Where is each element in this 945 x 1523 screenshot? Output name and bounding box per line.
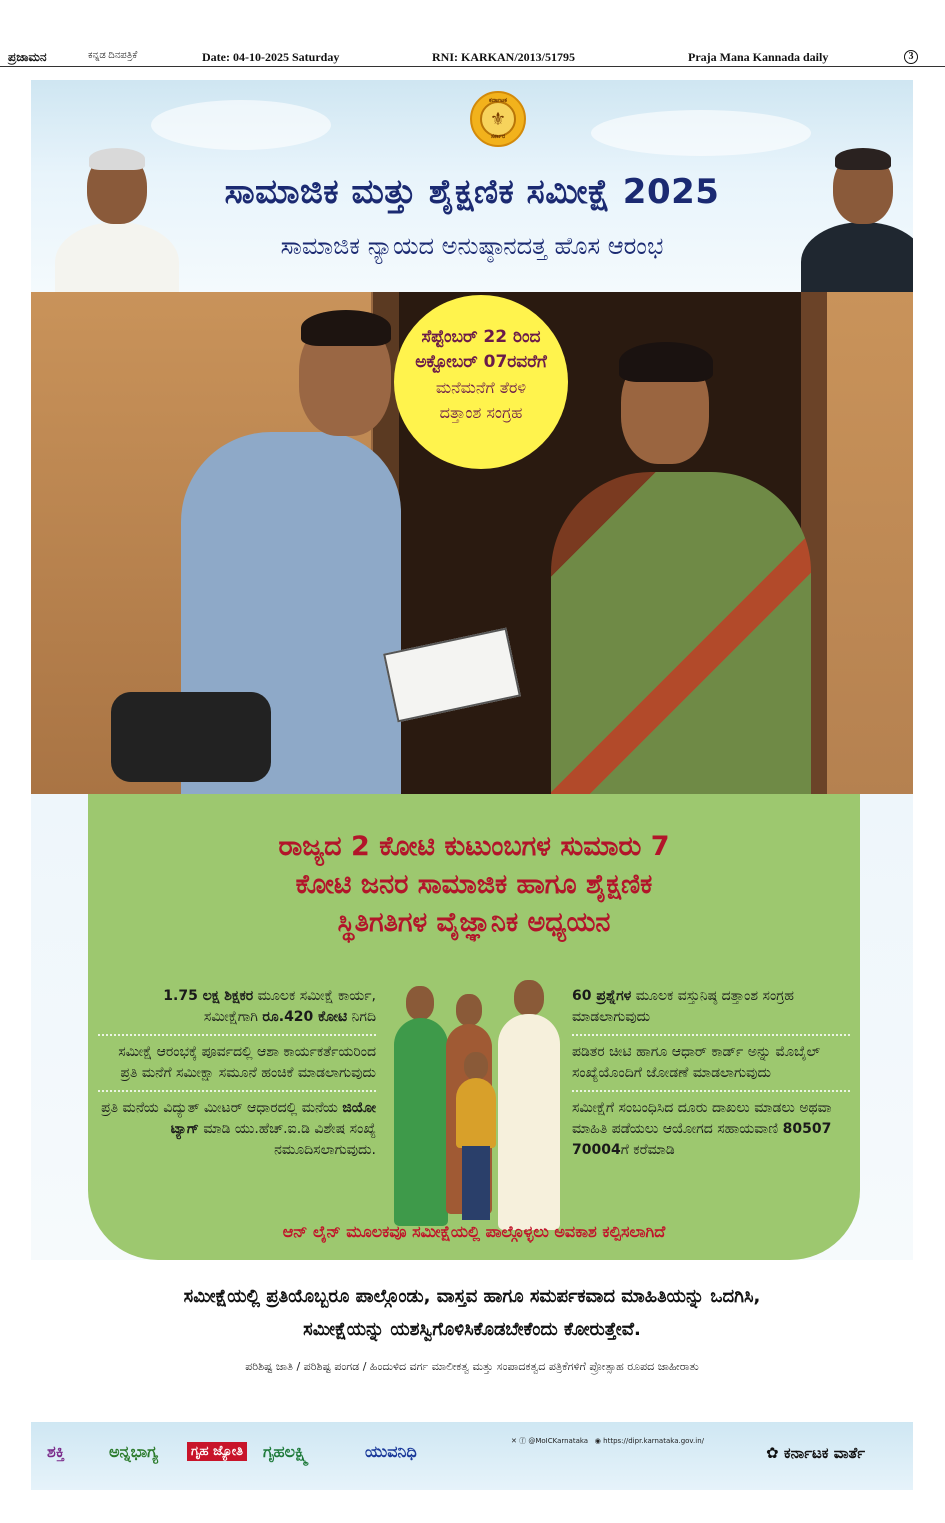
page-number: 3 — [904, 50, 918, 64]
masthead — [0, 0, 945, 64]
portrait-left — [55, 144, 179, 284]
paper-tagline: ಕನ್ನಡ ದಿನಪತ್ರಿಕೆ — [88, 50, 138, 61]
scheme-logo-gruhalakshmi: ಗೃಹಲಕ್ಷ್ಮಿ — [263, 1442, 309, 1461]
x-icon: ✕ ⓕ — [511, 1437, 527, 1445]
advertisement — [31, 80, 913, 1518]
issue-date: Date: 04-10-2025 Saturday — [202, 50, 340, 64]
fact-item: ಪಡಿತರ ಚೀಟಿ ಹಾಗೂ ಆಧಾರ್ ಕಾರ್ಡ್ ಅನ್ನು ಮೊಬೈಲ್ ಸಂಖ್ಯೆಯೊಂದಿಗೆ ಜೋಡಣೆ ಮಾಡಲಾಗುವುದು — [572, 1036, 850, 1092]
appeal-text: ಸಮೀಕ್ಷೆಯಲ್ಲಿ ಪ್ರತಿಯೊಬ್ಬರೂ ಪಾಲ್ಗೊಂಡು, ವಾಸ್ತವ ಹಾಗೂ ಸಮರ್ಪಕವಾದ ಮಾಹಿತಿಯನ್ನು ಒದಗಿಸಿ, ಸಮೀಕ್ಷೆಯನ್ನು ಯಶಸ್ವಿಗೊಳಿಸಿಕೊಡಬೇಕೆಂದು ಕೋರುತ್ತೇವೆ. — [183, 1286, 761, 1340]
social-links — [511, 1436, 704, 1447]
paper-english-name: Praja Mana Kannada daily — [688, 50, 829, 64]
woman-figure — [551, 472, 811, 794]
fact-item: ಸಮೀಕ್ಷೆ ಆರಂಭಕ್ಕೆ ಪೂರ್ವದಲ್ಲಿ ಆಶಾ ಕಾರ್ಯಕರ್ತೆಯರಿಂದ ಪ್ರತಿ ಮನೆಗೆ ಸಮೀಕ್ಷಾ ಸಮೂನೆ ಹಂಚಿಕೆ ಮಾಡಲಾಗುವುದು — [98, 1036, 376, 1092]
online-participation-note: ಆನ್ ಲೈನ್ ಮೂಲಕವೂ ಸಮೀಕ್ಷೆಯಲ್ಲಿ ಪಾಲ್ಗೊಳ್ಳಲು ಅವಕಾಶ ಕಲ್ಪಿಸಲಾಗಿದೆ — [282, 1222, 666, 1241]
scheme-logo-shakti: ಶಕ್ತಿ — [47, 1442, 65, 1461]
bag-illustration — [111, 692, 271, 782]
date-badge: ಸೆಪ್ಟೆಂಬರ್ 22 ರಿಂದ ಅಕ್ಟೋಬರ್ 07ರವರೆಗೆ ಮನೆಮನೆಗೆ ತೆರಳಿ ದತ್ತಾಂಶ ಸಂಗ್ರಹ — [394, 295, 568, 469]
header-band — [31, 80, 913, 292]
cloud-decoration — [591, 110, 811, 156]
karnataka-varthe-logo: ✿ ಕರ್ನಾಟಕ ವಾರ್ತೆ — [766, 1444, 865, 1462]
family-illustration — [386, 970, 566, 1236]
social-handle[interactable]: @MoICKarnataka — [528, 1437, 589, 1445]
scheme-logo-yuvanidhi: ಯುವನಿಧಿ — [365, 1442, 417, 1461]
portrait-right — [801, 144, 913, 284]
karnataka-emblem-icon: ಕರ್ನಾಟಕ ⚜ ಸರ್ಕಾರ — [470, 91, 526, 147]
ad-title: ಸಾಮಾಜಿಕ ಮತ್ತು ಶೈಕ್ಷಣಿಕ ಸಮೀಕ್ಷೆ 2025 — [224, 172, 720, 212]
ad-subtitle: ಸಾಮಾಜಿಕ ನ್ಯಾಯದ ಅನುಷ್ಠಾನದತ್ತ ಹೊಸ ಆರಂಭ — [280, 232, 664, 260]
rni-number: RNI: KARKAN/2013/51795 — [432, 50, 575, 64]
fact-item: ಪ್ರತಿ ಮನೆಯ ವಿದ್ಯುತ್ ಮೀಟರ್ ಆಧಾರದಲ್ಲಿ ಮನೆಯ ಜಿಯೋ ಟ್ಯಾಗ್ ಮಾಡಿ ಯು.ಹೆಚ್.ಐ.ಡಿ ವಿಶೇಷ ಸಂಖ್ಯೆ ನಮೂದಿಸಲಾಗುವುದು. — [101, 1100, 376, 1158]
scheme-logo-gruhajyothi: ಗೃಹ ಜ್ಯೋತಿ — [187, 1442, 247, 1461]
cloud-decoration — [151, 100, 331, 150]
info-panel — [88, 794, 860, 1260]
paper-name: ಪ್ರಜಾಮನ — [8, 50, 47, 64]
fact-item: 1.75 ಲಕ್ಷ ಶಿಕ್ಷಕರ ಮೂಲಕ ಸಮೀಕ್ಷೆ ಕಾರ್ಯ, ಸಮೀಕ್ಷೆಗಾಗಿ ರೂ.420 ಕೋಟಿ ನಿಗದಿ — [98, 980, 376, 1036]
fact-item: 60 ಪ್ರಶ್ನೆಗಳ ಮೂಲಕ ವಸ್ತುನಿಷ್ಠ ದತ್ತಾಂಶ ಸಂಗ್ರಹ ಮಾಡಲಾಗುವುದು — [572, 980, 850, 1036]
right-facts — [572, 980, 850, 1167]
scheme-logo-annabhagya: ಅನ್ನಭಾಗ್ಯ — [109, 1442, 159, 1461]
website-link[interactable]: https://dipr.karnataka.gov.in/ — [603, 1437, 704, 1445]
panel-title: ರಾಜ್ಯದ 2 ಕೋಟಿ ಕುಟುಂಬಗಳ ಸುಮಾರು 7 ಕೋಟಿ ಜನರ ಸಾಮಾಜಿಕ ಹಾಗೂ ಶೈಕ್ಷಣಿಕ ಸ್ಥಿತಿಗತಿಗಳ ವೈಜ್ಞಾನಿಕ ಅಧ್ಯಯನ — [278, 831, 670, 938]
globe-icon: ◉ — [594, 1437, 601, 1445]
fact-item: ಸಮೀಕ್ಷೆಗೆ ಸಂಬಂಧಿಸಿದ ದೂರು ದಾಖಲು ಮಾಡಲು ಅಥವಾ ಮಾಹಿತಿ ಪಡೆಯಲು ಆಯೋಗದ ಸಹಾಯವಾಣಿ 80507 70004ಗೆ ಕರೆಮಾಡಿ — [572, 1100, 832, 1158]
left-facts — [98, 980, 376, 1167]
footer-bar — [31, 1422, 913, 1490]
masthead-divider — [0, 66, 945, 67]
emblem-crest-icon: ⚜ — [480, 101, 516, 137]
sponsorship-footnote: ಪರಿಶಿಷ್ಟ ಜಾತಿ / ಪರಿಶಿಷ್ಟ ಪಂಗಡ / ಹಿಂದುಳಿದ ವರ್ಗ ಮಾಲೀಕತ್ವ ಮತ್ತು ಸಂಪಾದಕತ್ವದ ಪತ್ರಿಕೆಗಳಿಗೆ ಪ್ರೋತ್ಸಾಹ ರೂಪದ ಜಾಹೀರಾತು — [245, 1360, 699, 1373]
flower-icon: ✿ — [766, 1444, 779, 1462]
